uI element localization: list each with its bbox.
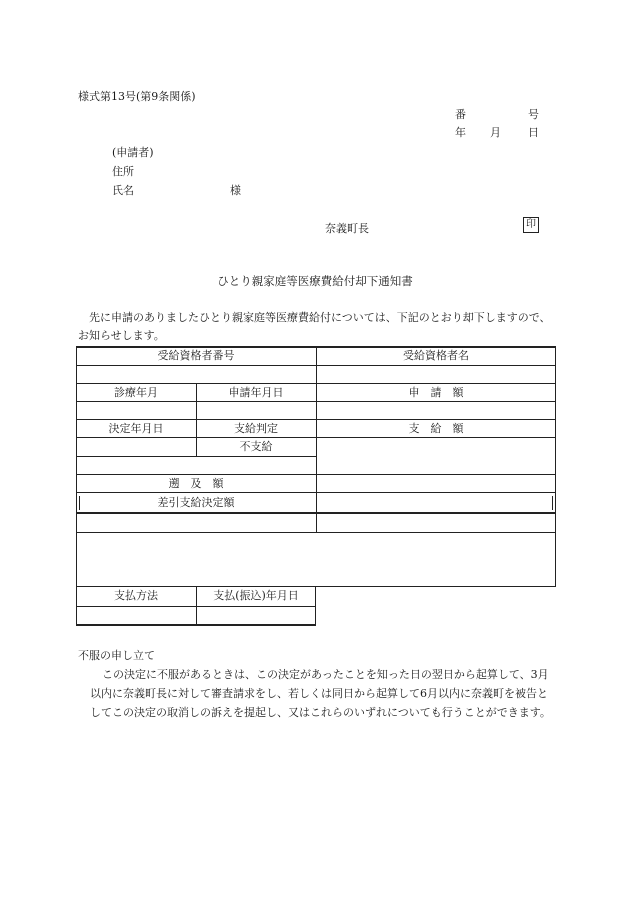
seal-mark: 印	[523, 217, 539, 233]
address-label: 住所	[112, 165, 134, 178]
treatment-month-header: 診療年月	[114, 386, 158, 399]
document-title: ひとり親家庭等医療費給付却下通知書	[217, 274, 413, 288]
payment-judgement-header: 支給判定	[234, 422, 278, 435]
non-payment-label: 不支給	[239, 440, 273, 453]
application-date-header: 申請年月日	[228, 386, 284, 399]
decision-date-header: 決定年月日	[108, 422, 164, 435]
name-label: 氏名	[112, 184, 134, 197]
objection-body	[78, 665, 556, 722]
date-month-label: 月	[490, 126, 501, 139]
payment-date-header: 支払(振込)年月日	[213, 589, 299, 602]
honorific: 様	[230, 184, 241, 197]
objection-text: この決定に不服があるときは、この決定があったことを知った日の翌日から起算して、3月以内に奈義町長に対して審査請求をし、若しくは同日から起算して6月以内に奈義町を被告としてこの決定の取消しの訴えを提起し、又はこれらのいずれについても行うことができます。	[90, 668, 551, 719]
objection-title: 不服の申し立て	[78, 649, 155, 662]
number-label-go: 号	[528, 108, 539, 121]
recipient-name-header: 受給資格者名	[403, 349, 469, 362]
payment-amount-header: 支 給 額	[408, 422, 464, 435]
applicant-label: (申請者)	[112, 146, 154, 159]
date-year-label: 年	[455, 126, 466, 139]
payment-method-header: 支払方法	[114, 589, 158, 602]
mayor-label: 奈義町長	[325, 222, 369, 235]
benefit-table	[76, 346, 556, 626]
intro-text: 先に申請のありましたひとり親家庭等医療費給付については、下記のとおり却下しますので、お知らせします。	[78, 311, 551, 342]
retroactive-amount-label: 遡 及 額	[168, 477, 224, 490]
application-amount-header: 申 請 額	[408, 386, 464, 399]
form-number: 様式第13号(第9条関係)	[78, 90, 196, 103]
date-day-label: 日	[528, 126, 539, 139]
number-label-ban: 番	[455, 108, 466, 121]
recipient-number-header: 受給資格者番号	[157, 349, 235, 362]
net-payment-amount-label: 差引支給決定額	[157, 496, 235, 509]
